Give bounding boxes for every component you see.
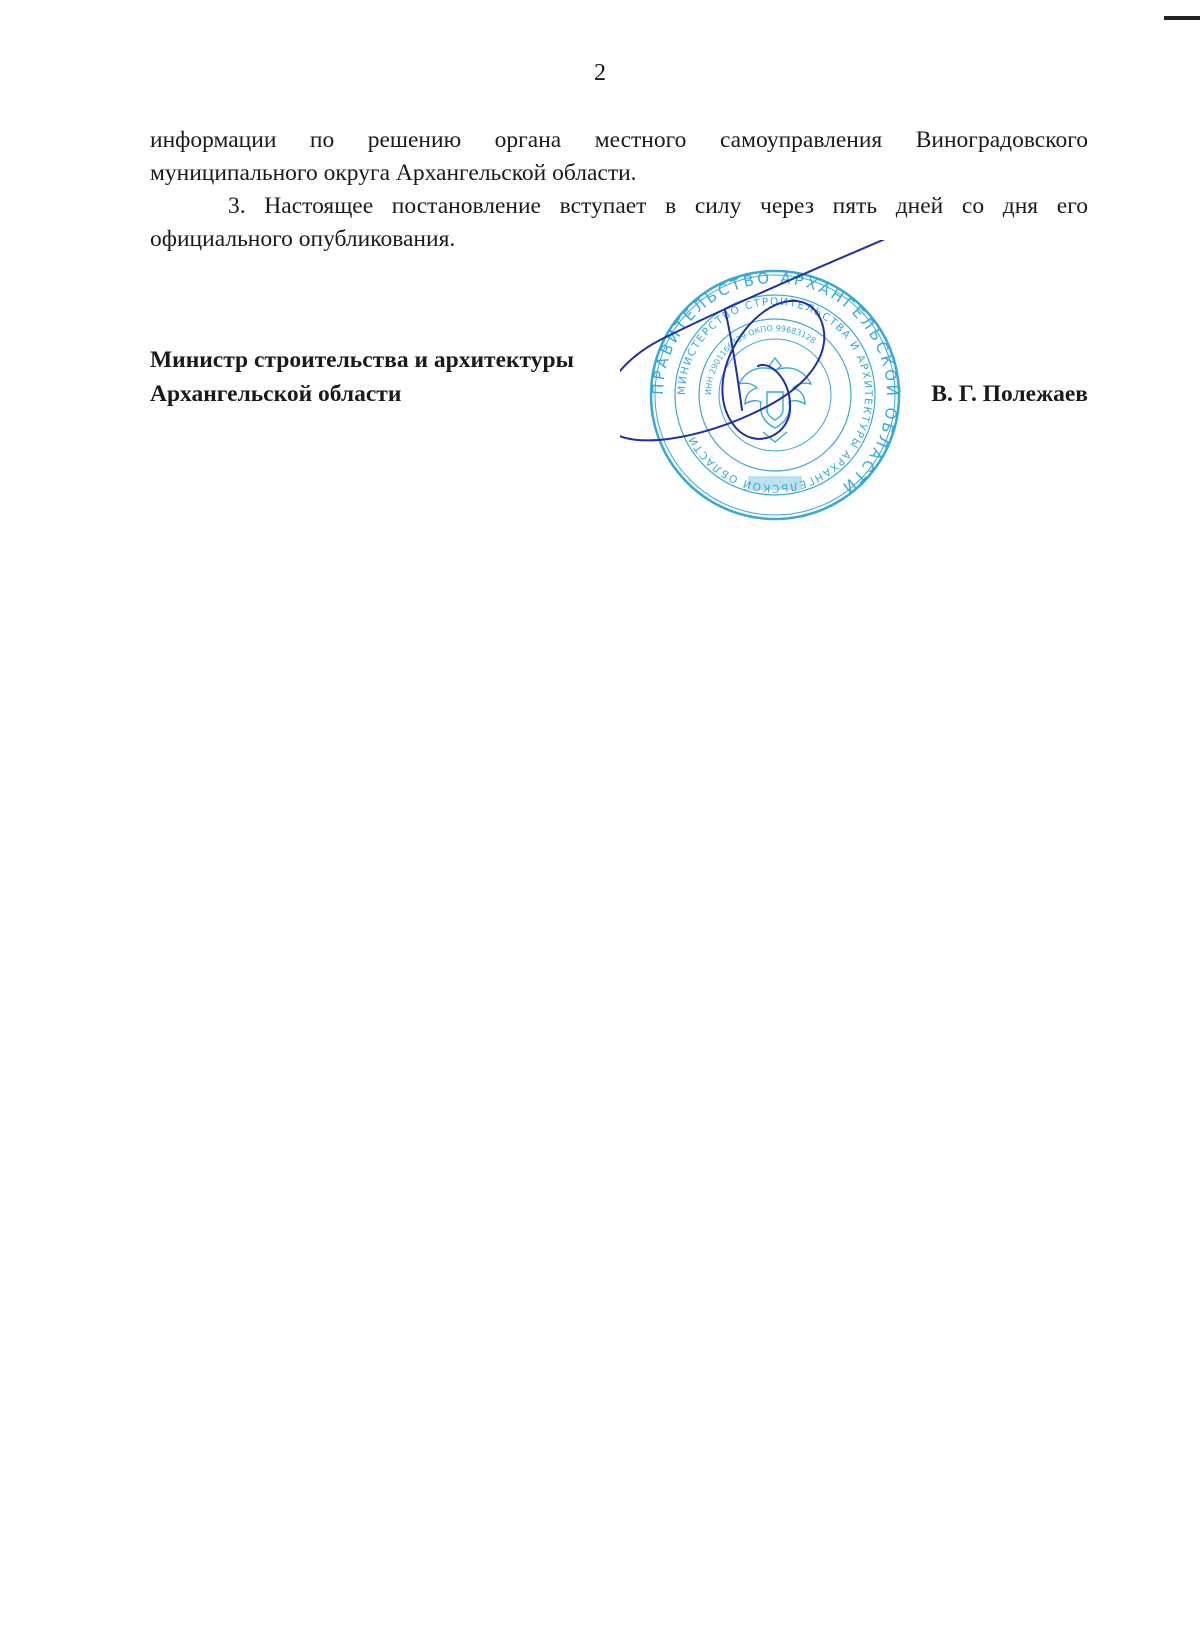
page-number: 2 bbox=[594, 60, 606, 86]
seal-inner-text: МИНИСТЕРСТВО СТРОИТЕЛЬСТВА И АРХИТЕКТУРЫ АРХАНГЕЛЬСКОЙ ОБЛАСТИ bbox=[675, 295, 875, 495]
official-seal bbox=[620, 240, 930, 550]
seal-outer-text: ПРАВИТЕЛЬСТВО АРХАНГЕЛЬСКОЙ ОБЛАСТИ bbox=[648, 268, 902, 498]
scan-edge-mark bbox=[1164, 16, 1200, 20]
signature-block bbox=[150, 343, 1088, 411]
paragraph-continuation: информации по решению органа местного самоуправления Виноградовского муниципального округа Архангельской области. bbox=[150, 127, 1088, 186]
signer-position-line-1: Министр строительства и архитектуры bbox=[150, 347, 574, 373]
document-body bbox=[150, 124, 1088, 256]
signer-position-line-2: Архангельской области bbox=[150, 381, 402, 407]
paragraph-effective-date: 3. Настоящее постановление вступает в силу через пять дней со дня его официального опубликования. bbox=[150, 193, 1088, 252]
seal-bottom-strip bbox=[748, 476, 802, 490]
signer-name: В. Г. Полежаев bbox=[931, 381, 1088, 407]
seal-id-text: ИНН 2901166739 ОКПО 99683128 bbox=[703, 323, 818, 396]
